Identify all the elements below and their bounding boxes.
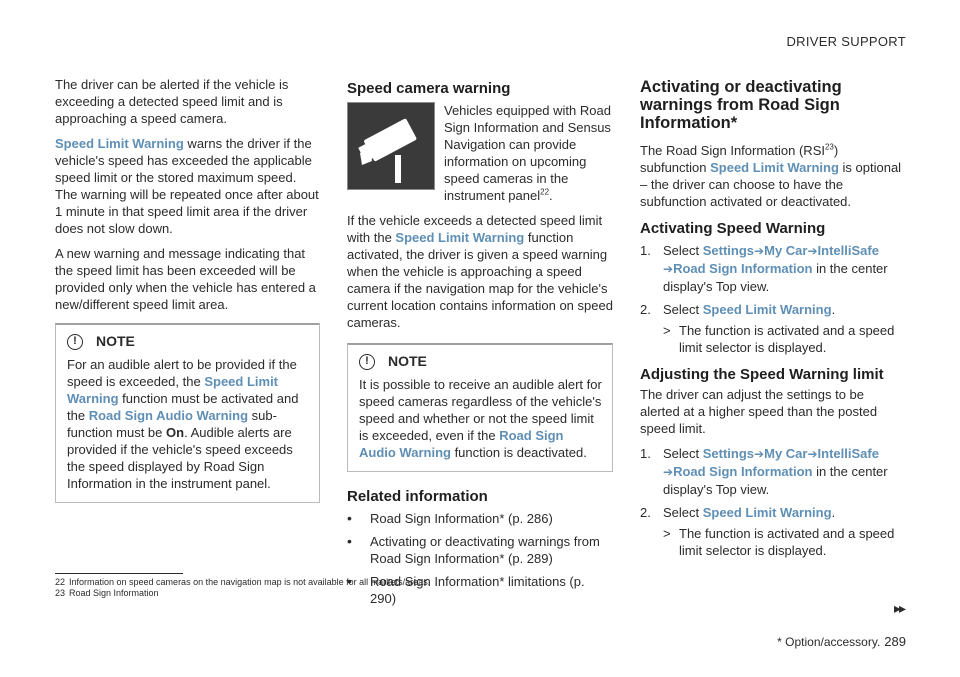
step-text: Select	[663, 505, 703, 520]
speed-camera-text	[444, 102, 613, 204]
step-number: 1.	[640, 446, 651, 461]
info-icon: !	[67, 334, 83, 350]
my-car-menu-path: My Car	[764, 243, 808, 258]
note-title: NOTE	[388, 353, 427, 369]
result-marker: >	[663, 526, 671, 541]
related-link[interactable]: • Activating or deactivating warnings from Road Sign Information* (p. 289)	[347, 533, 613, 567]
step-number: 2.	[640, 505, 651, 520]
footnote	[55, 588, 430, 599]
note-title: NOTE	[96, 333, 135, 349]
page-footer	[777, 633, 906, 651]
note-header	[67, 333, 309, 350]
column-left	[55, 76, 320, 503]
step-text: in the center display's Top view.	[663, 464, 888, 497]
on-term: On	[166, 425, 185, 440]
arrow-right-icon: ➔	[663, 465, 674, 479]
adjusting-heading: Adjusting the Speed Warning limit	[640, 366, 884, 383]
intellisafe-menu-path: IntelliSafe	[817, 243, 879, 258]
new-warning-paragraph: A new warning and message indicating that the speed limit has been exceeded will be provided only when the vehicle has entered a new/different speed limit area.	[55, 246, 316, 312]
adjusting-paragraph: The driver can adjust the settings to be alerted at a higher speed than the posted speed limit.	[640, 387, 878, 436]
next-page-icon[interactable]: ▸▸	[893, 600, 904, 616]
speed-limit-warning-term: Speed Limit Warning	[55, 136, 184, 151]
footnote-number: 23	[55, 588, 66, 598]
step-result	[663, 322, 906, 356]
paragraph-text: The Road Sign Information (RSI	[640, 143, 825, 158]
info-icon: !	[359, 354, 375, 370]
footnote-text: Information on speed cameras on the navigation map is not available for all markets/areas.	[69, 577, 431, 587]
note-text: For an audible alert to be provided if the speed is exceeded, the	[67, 357, 297, 389]
step-text: Select	[663, 446, 703, 461]
arrow-right-icon: ➔	[807, 447, 818, 461]
speed-limit-warning-term: Speed Limit Warning	[710, 160, 839, 175]
note-box-audible-alert	[55, 323, 320, 503]
step-text: .	[831, 505, 836, 520]
paragraph-text: function activated, the driver is given a speed warning when the vehicle is approaching a speed camera if the navigation map for the vehicle's current location contains information on speed cameras.	[347, 230, 613, 330]
arrow-right-icon: ➔	[754, 244, 765, 258]
result-marker: >	[663, 323, 671, 338]
camera-description: Vehicles equipped with Road Sign Information and Sensus Navigation can provide information on upcoming speed cameras in the instrument panel	[444, 103, 611, 203]
result-text: The function is activated and a speed limit selector is displayed.	[679, 323, 895, 355]
related-information-heading: Related information	[347, 488, 488, 505]
road-sign-information-menu-path: Road Sign Information	[673, 261, 813, 276]
speed-limit-warning-term: Speed Limit Warning	[395, 230, 525, 245]
step-number: 1.	[640, 243, 651, 258]
step-text: Select	[663, 302, 703, 317]
road-sign-information-menu-path: Road Sign Information	[673, 464, 813, 479]
intro-paragraph: The driver can be alerted if the vehicle is exceeding a detected speed limit and is approaching a speed camera.	[55, 77, 289, 126]
speed-limit-warning-term: Speed Limit Warning	[702, 505, 832, 520]
step-text: in the center display's Top view.	[663, 261, 888, 294]
paragraph-text: ) subfunction	[640, 143, 839, 175]
page-number: 289	[884, 634, 906, 649]
rsi-intro-paragraph	[640, 142, 906, 210]
arrow-right-icon: ➔	[807, 244, 818, 258]
footnote-ref: 22	[540, 187, 550, 197]
road-sign-audio-warning-term: Road Sign Audio Warning	[359, 428, 564, 460]
note-box-speed-camera	[347, 343, 613, 472]
settings-menu-path: Settings	[702, 446, 755, 461]
note-text: . Audible alerts are provided if the vehicle's speed exceeds the speed displayed by Road Sign Information in the instrument panel.	[67, 425, 293, 491]
option-accessory-note: * Option/accessory.	[777, 635, 881, 649]
arrow-right-icon: ➔	[663, 262, 674, 276]
settings-menu-path: Settings	[702, 243, 755, 258]
note-text: function must be activated and the	[67, 391, 299, 423]
step	[640, 301, 906, 356]
paragraph-text: warns the driver if the vehicle's speed has exceeded the applicable speed limit or the stored maximum speed. The warning will be repeated once after about 1 minute in that speed limit area if the driver does not slow down.	[55, 136, 319, 236]
note-body	[67, 356, 309, 492]
related-link[interactable]: • Road Sign Information* (p. 286)	[347, 510, 613, 527]
footnote	[55, 577, 430, 588]
paragraph-text: is optional – the driver can choose to have the subfunction activated or deactivated.	[640, 160, 902, 209]
speed-camera-icon	[347, 102, 435, 190]
intellisafe-menu-path: IntelliSafe	[817, 446, 879, 461]
step	[640, 445, 906, 498]
column-middle	[347, 80, 613, 613]
note-text: function is deactivated.	[450, 445, 587, 460]
footnote-text: Road Sign Information	[69, 588, 159, 598]
speed-camera-row	[347, 102, 613, 204]
note-text: It is possible to receive an audible alert for speed cameras regardless of the vehicle's speed and whether or not the speed limit is exceeded, even if the	[359, 377, 602, 443]
footnote-divider	[55, 573, 183, 574]
footnote-ref: 23	[824, 142, 834, 152]
step-text: .	[831, 302, 836, 317]
result-text: The function is activated and a speed limit selector is displayed.	[679, 526, 895, 558]
my-car-menu-path: My Car	[764, 446, 808, 461]
activating-heading: Activating Speed Warning	[640, 220, 826, 237]
page-title: Activating or deactivating warnings from Road Sign Information*	[640, 78, 842, 132]
footnote-number: 22	[55, 577, 66, 587]
note-body	[359, 376, 602, 461]
paragraph-text: If the vehicle exceeds a detected speed limit with the	[347, 213, 603, 245]
step-text: Select	[663, 243, 703, 258]
section-header: DRIVER SUPPORT	[786, 34, 906, 49]
activating-steps	[640, 242, 906, 356]
note-header	[359, 353, 602, 370]
speed-camera-paragraph	[347, 212, 613, 331]
adjusting-steps	[640, 445, 906, 559]
footnotes	[55, 577, 430, 599]
column-right	[640, 78, 906, 567]
road-sign-audio-warning-term: Road Sign Audio Warning	[88, 408, 249, 423]
speed-limit-warning-term: Speed Limit Warning	[67, 374, 279, 406]
arrow-right-icon: ➔	[754, 447, 765, 461]
related-link[interactable]: • Road Sign Information* limitations (p. 290)	[347, 573, 613, 607]
speed-limit-warning-term: Speed Limit Warning	[702, 302, 832, 317]
speed-limit-warning-paragraph	[55, 135, 320, 237]
camera-text-end: .	[549, 188, 553, 203]
step	[640, 242, 906, 295]
step-result	[663, 525, 906, 559]
speed-camera-heading: Speed camera warning	[347, 80, 511, 97]
step-number: 2.	[640, 302, 651, 317]
step	[640, 504, 906, 559]
note-text: sub-function must be	[67, 408, 277, 440]
